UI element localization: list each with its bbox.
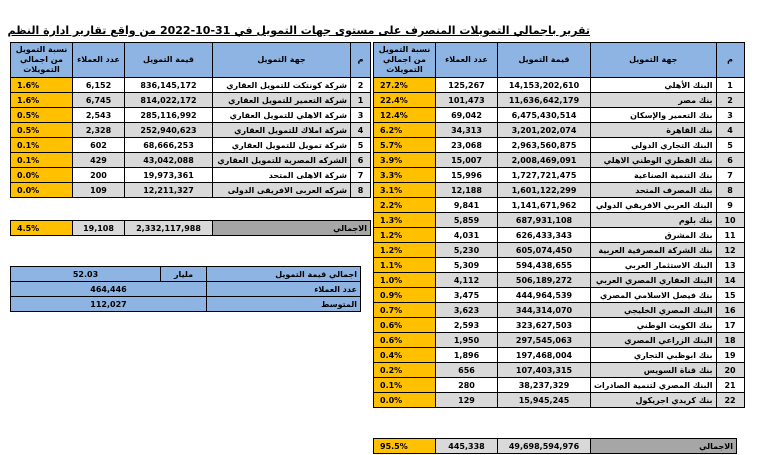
bank-row xyxy=(374,288,745,303)
realestate-table xyxy=(10,42,371,198)
bank-idx-cell: 10 xyxy=(716,213,744,228)
bank-row xyxy=(374,333,745,348)
re-row xyxy=(11,138,371,153)
bank-clients-cell: 15,996 xyxy=(436,168,498,183)
bank-idx-cell: 2 xyxy=(716,93,744,108)
bank-name-cell: بنك الشركة المصرفية العربية xyxy=(591,243,717,258)
re-value-cell: 836,145,172 xyxy=(125,78,213,93)
header-pct: نسبة التمويل من اجمالي التمويلات xyxy=(374,43,436,78)
re-idx-cell: 7 xyxy=(351,168,371,183)
bank-idx-cell: 4 xyxy=(716,123,744,138)
bank-value-cell: 1,601,122,299 xyxy=(498,183,591,198)
re-row xyxy=(11,78,371,93)
bank-row xyxy=(374,348,745,363)
re-header-clients: عدد العملاء xyxy=(73,43,125,78)
bank-pct-cell: 3.9% xyxy=(374,153,436,168)
bank-row xyxy=(374,273,745,288)
bank-row xyxy=(374,78,745,93)
bank-name-cell: البنك المصري الخليجي xyxy=(591,303,717,318)
re-row xyxy=(11,123,371,138)
bank-pct-cell: 1.2% xyxy=(374,243,436,258)
bank-clients-cell: 1,896 xyxy=(436,348,498,363)
bank-name-cell: بنك ابوظبي التجاري xyxy=(591,348,717,363)
bank-idx-cell: 20 xyxy=(716,363,744,378)
re-value-cell: 19,973,361 xyxy=(125,168,213,183)
banks-total-label: الاجمالي xyxy=(591,439,737,454)
bank-name-cell: البنك المصري لتنمية الصادرات xyxy=(591,378,717,393)
summary-clients-value: 464,446 xyxy=(11,282,207,297)
bank-pct-cell: 0.4% xyxy=(374,348,436,363)
bank-name-cell: بنك المشرق xyxy=(591,228,717,243)
bank-clients-cell: 656 xyxy=(436,363,498,378)
re-row xyxy=(11,183,371,198)
bank-clients-cell: 125,267 xyxy=(436,78,498,93)
banks-total-pct: 95.5% xyxy=(374,439,436,454)
bank-value-cell: 107,403,315 xyxy=(498,363,591,378)
bank-row xyxy=(374,213,745,228)
bank-name-cell: بنك فيصل الاسلامي المصري xyxy=(591,288,717,303)
bank-row xyxy=(374,93,745,108)
header-idx: م xyxy=(716,43,744,78)
bank-idx-cell: 22 xyxy=(716,393,744,408)
bank-idx-cell: 9 xyxy=(716,198,744,213)
re-header-pct: نسبة التمويل من اجمالي التمويلات xyxy=(11,43,73,78)
bank-name-cell: بنك المصرف المتحد xyxy=(591,183,717,198)
re-value-cell: 285,116,992 xyxy=(125,108,213,123)
bank-value-cell: 6,475,430,514 xyxy=(498,108,591,123)
re-clients-cell: 6,745 xyxy=(73,93,125,108)
bank-value-cell: 14,153,202,610 xyxy=(498,78,591,93)
bank-pct-cell: 0.1% xyxy=(374,378,436,393)
bank-row xyxy=(374,198,745,213)
bank-pct-cell: 0.6% xyxy=(374,333,436,348)
bank-row xyxy=(374,243,745,258)
bank-clients-cell: 9,841 xyxy=(436,198,498,213)
summary-clients-label: عدد العملاء xyxy=(207,282,361,297)
re-clients-cell: 109 xyxy=(73,183,125,198)
re-pct-cell: 0.5% xyxy=(11,123,73,138)
re-row xyxy=(11,108,371,123)
bank-clients-cell: 3,623 xyxy=(436,303,498,318)
bank-idx-cell: 19 xyxy=(716,348,744,363)
bank-idx-cell: 12 xyxy=(716,243,744,258)
header-clients: عدد العملاء xyxy=(436,43,498,78)
realestate-total-row xyxy=(10,220,371,236)
bank-clients-cell: 12,188 xyxy=(436,183,498,198)
bank-clients-cell: 69,042 xyxy=(436,108,498,123)
bank-value-cell: 344,314,070 xyxy=(498,303,591,318)
bank-pct-cell: 3.3% xyxy=(374,168,436,183)
bank-name-cell: البنك التجاري الدولي xyxy=(591,138,717,153)
re-clients-cell: 429 xyxy=(73,153,125,168)
bank-value-cell: 687,931,108 xyxy=(498,213,591,228)
bank-name-cell: بنك كريدي اجريكول xyxy=(591,393,717,408)
re-total-clients: 19,108 xyxy=(73,221,125,236)
bank-idx-cell: 15 xyxy=(716,288,744,303)
bank-value-cell: 11,636,642,179 xyxy=(498,93,591,108)
bank-value-cell: 323,627,503 xyxy=(498,318,591,333)
bank-idx-cell: 13 xyxy=(716,258,744,273)
bank-clients-cell: 15,007 xyxy=(436,153,498,168)
bank-pct-cell: 0.9% xyxy=(374,288,436,303)
re-idx-cell: 1 xyxy=(351,93,371,108)
re-name-cell: شركة التعمير للتمويل العقاري xyxy=(213,93,351,108)
re-pct-cell: 0.0% xyxy=(11,183,73,198)
bank-idx-cell: 6 xyxy=(716,153,744,168)
re-total-pct: 4.5% xyxy=(11,221,73,236)
bank-name-cell: البنك الاستثمار العربي xyxy=(591,258,717,273)
bank-row xyxy=(374,378,745,393)
bank-value-cell: 297,545,063 xyxy=(498,333,591,348)
bank-idx-cell: 16 xyxy=(716,303,744,318)
re-value-cell: 814,022,172 xyxy=(125,93,213,108)
re-name-cell: شركة الاهلى المتحد xyxy=(213,168,351,183)
banks-total-value: 49,698,594,976 xyxy=(498,439,591,454)
re-idx-cell: 8 xyxy=(351,183,371,198)
bank-idx-cell: 1 xyxy=(716,78,744,93)
bank-clients-cell: 2,593 xyxy=(436,318,498,333)
bank-pct-cell: 27.2% xyxy=(374,78,436,93)
re-value-cell: 43,042,088 xyxy=(125,153,213,168)
bank-idx-cell: 5 xyxy=(716,138,744,153)
bank-pct-cell: 5.7% xyxy=(374,138,436,153)
re-name-cell: شركة املاك للتمويل العقاري xyxy=(213,123,351,138)
re-name-cell: شركة كونتكت للتمويل العقاري xyxy=(213,78,351,93)
bank-pct-cell: 12.4% xyxy=(374,108,436,123)
bank-name-cell: بنك التنمية الصناعية xyxy=(591,168,717,183)
re-pct-cell: 1.6% xyxy=(11,93,73,108)
bank-value-cell: 3,201,202,074 xyxy=(498,123,591,138)
re-pct-cell: 0.1% xyxy=(11,153,73,168)
bank-pct-cell: 22.4% xyxy=(374,93,436,108)
bank-idx-cell: 17 xyxy=(716,318,744,333)
bank-idx-cell: 7 xyxy=(716,168,744,183)
bank-name-cell: البنك الزراعي المصري xyxy=(591,333,717,348)
bank-value-cell: 2,008,469,091 xyxy=(498,153,591,168)
bank-idx-cell: 21 xyxy=(716,378,744,393)
bank-row xyxy=(374,393,745,408)
re-clients-cell: 2,543 xyxy=(73,108,125,123)
bank-clients-cell: 4,112 xyxy=(436,273,498,288)
bank-clients-cell: 129 xyxy=(436,393,498,408)
re-total-value: 2,332,117,988 xyxy=(125,221,213,236)
bank-pct-cell: 1.3% xyxy=(374,213,436,228)
bank-name-cell: بنك التعمير والإسكان xyxy=(591,108,717,123)
bank-idx-cell: 14 xyxy=(716,273,744,288)
re-clients-cell: 602 xyxy=(73,138,125,153)
bank-row xyxy=(374,228,745,243)
re-idx-cell: 4 xyxy=(351,123,371,138)
bank-row xyxy=(374,258,745,273)
bank-value-cell: 444,964,539 xyxy=(498,288,591,303)
bank-value-cell: 626,433,343 xyxy=(498,228,591,243)
re-idx-cell: 5 xyxy=(351,138,371,153)
bank-value-cell: 1,141,671,962 xyxy=(498,198,591,213)
bank-clients-cell: 3,475 xyxy=(436,288,498,303)
re-name-cell: شركة الاهلي للتمويل العقاري xyxy=(213,108,351,123)
bank-row xyxy=(374,153,745,168)
re-pct-cell: 0.5% xyxy=(11,108,73,123)
header-entity: جهة التمويل xyxy=(591,43,717,78)
banks-total-row xyxy=(373,438,737,454)
re-header-idx: م xyxy=(351,43,371,78)
bank-idx-cell: 18 xyxy=(716,333,744,348)
summary-avg-label: المتوسط xyxy=(207,297,361,312)
bank-pct-cell: 1.2% xyxy=(374,228,436,243)
bank-clients-cell: 5,859 xyxy=(436,213,498,228)
bank-pct-cell: 3.1% xyxy=(374,183,436,198)
bank-value-cell: 594,438,655 xyxy=(498,258,591,273)
bank-idx-cell: 11 xyxy=(716,228,744,243)
re-row xyxy=(11,168,371,183)
re-value-cell: 252,940,623 xyxy=(125,123,213,138)
bank-idx-cell: 8 xyxy=(716,183,744,198)
re-idx-cell: 6 xyxy=(351,153,371,168)
bank-value-cell: 1,727,721,475 xyxy=(498,168,591,183)
re-header-entity: جهة التمويل xyxy=(213,43,351,78)
bank-clients-cell: 1,950 xyxy=(436,333,498,348)
bank-value-cell: 605,074,450 xyxy=(498,243,591,258)
bank-clients-cell: 23,068 xyxy=(436,138,498,153)
summary-avg-value: 112,027 xyxy=(11,297,207,312)
bank-pct-cell: 1.1% xyxy=(374,258,436,273)
re-pct-cell: 1.6% xyxy=(11,78,73,93)
bank-clients-cell: 101,473 xyxy=(436,93,498,108)
summary-total-label: اجمالي قيمة التمويل xyxy=(207,267,361,282)
bank-row xyxy=(374,168,745,183)
report-title: تقرير باجمالي التمويلات المنصرف على مستوى جهات التمويل في 31-10-2022 من واقع تقارير ادارة النظم xyxy=(7,24,590,37)
bank-idx-cell: 3 xyxy=(716,108,744,123)
bank-name-cell: بنك القطري الوطني الاهلي xyxy=(591,153,717,168)
re-idx-cell: 2 xyxy=(351,78,371,93)
banks-total-clients: 445,338 xyxy=(436,439,498,454)
summary-total-unit: مليار xyxy=(161,267,207,282)
bank-value-cell: 506,189,272 xyxy=(498,273,591,288)
bank-name-cell: بنك بلوم xyxy=(591,213,717,228)
bank-clients-cell: 280 xyxy=(436,378,498,393)
re-value-cell: 12,211,327 xyxy=(125,183,213,198)
bank-row xyxy=(374,108,745,123)
re-clients-cell: 200 xyxy=(73,168,125,183)
bank-row xyxy=(374,123,745,138)
re-header-value: قيمة التمويل xyxy=(125,43,213,78)
re-name-cell: شركه العربى الافريقى الدولى xyxy=(213,183,351,198)
bank-row xyxy=(374,183,745,198)
re-total-label: الاجمالي xyxy=(213,221,371,236)
bank-value-cell: 2,963,560,875 xyxy=(498,138,591,153)
bank-name-cell: بنك قناة السويس xyxy=(591,363,717,378)
re-pct-cell: 0.0% xyxy=(11,168,73,183)
bank-pct-cell: 0.2% xyxy=(374,363,436,378)
summary-table xyxy=(10,266,361,312)
bank-value-cell: 38,237,329 xyxy=(498,378,591,393)
banks-table xyxy=(373,42,745,408)
bank-pct-cell: 0.7% xyxy=(374,303,436,318)
bank-clients-cell: 5,230 xyxy=(436,243,498,258)
bank-pct-cell: 1.0% xyxy=(374,273,436,288)
bank-name-cell: البنك الأهلي xyxy=(591,78,717,93)
bank-value-cell: 15,945,245 xyxy=(498,393,591,408)
re-row xyxy=(11,153,371,168)
re-name-cell: الشركه المصرية للتمويل العقاري xyxy=(213,153,351,168)
bank-pct-cell: 0.0% xyxy=(374,393,436,408)
bank-row xyxy=(374,138,745,153)
bank-clients-cell: 5,309 xyxy=(436,258,498,273)
bank-name-cell: البنك العقاري المصري العربي xyxy=(591,273,717,288)
re-name-cell: شركة تمويل للتمويل العقاري xyxy=(213,138,351,153)
summary-total-value: 52.03 xyxy=(11,267,161,282)
bank-pct-cell: 0.6% xyxy=(374,318,436,333)
header-value: قيمة التمويل xyxy=(498,43,591,78)
re-clients-cell: 6,152 xyxy=(73,78,125,93)
bank-clients-cell: 34,313 xyxy=(436,123,498,138)
bank-name-cell: بنك الكويت الوطني xyxy=(591,318,717,333)
bank-name-cell: بنك القاهرة xyxy=(591,123,717,138)
bank-row xyxy=(374,303,745,318)
bank-clients-cell: 4,031 xyxy=(436,228,498,243)
re-pct-cell: 0.1% xyxy=(11,138,73,153)
bank-value-cell: 197,468,004 xyxy=(498,348,591,363)
bank-row xyxy=(374,318,745,333)
re-value-cell: 68,666,253 xyxy=(125,138,213,153)
bank-name-cell: بنك مصر xyxy=(591,93,717,108)
re-row xyxy=(11,93,371,108)
re-idx-cell: 3 xyxy=(351,108,371,123)
bank-name-cell: البنك العربي الافريقي الدولي xyxy=(591,198,717,213)
bank-pct-cell: 2.2% xyxy=(374,198,436,213)
bank-row xyxy=(374,363,745,378)
re-clients-cell: 2,328 xyxy=(73,123,125,138)
bank-pct-cell: 6.2% xyxy=(374,123,436,138)
